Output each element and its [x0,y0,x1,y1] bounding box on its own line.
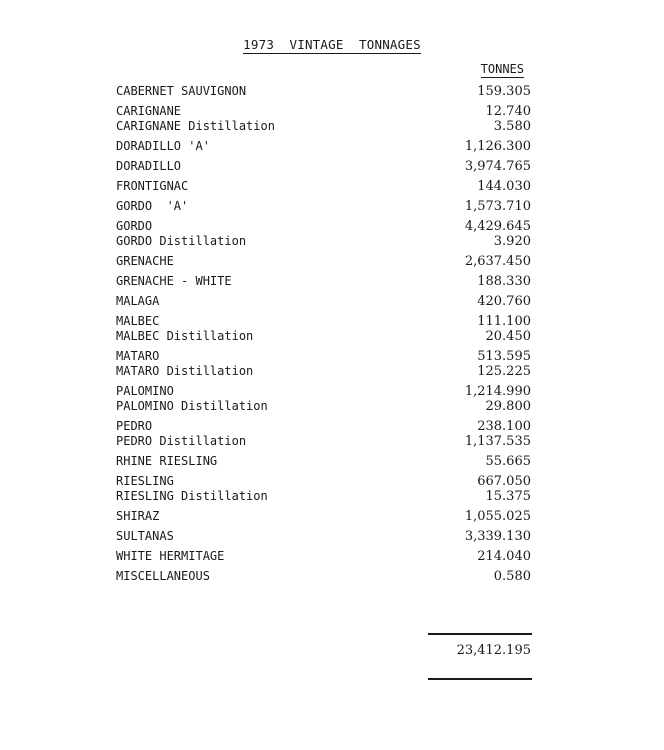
tonnes-value: 0.580 [493,569,531,584]
variety-line [0,419,664,434]
variety-label: PALOMINO Distillation [116,399,268,413]
variety-line [0,199,664,214]
variety-row [0,274,664,289]
tonnes-value: 55.665 [485,454,531,469]
variety-label: RIESLING [116,474,174,488]
variety-line [0,254,664,269]
tonnes-value: 667.050 [477,474,531,489]
variety-line [0,454,664,469]
variety-label: RIESLING Distillation [116,489,268,503]
variety-row [0,314,664,344]
tonnes-value: 3.580 [493,119,531,134]
variety-label: DORADILLO [116,159,182,173]
variety-row [0,474,664,504]
tonnes-column-header: TONNES [480,62,524,76]
document-title-wrap [0,37,664,52]
variety-label: MISCELLANEOUS [116,569,210,583]
variety-label: RHINE RIESLING [116,454,218,468]
tonnes-value: 3.920 [493,234,531,249]
tonnes-value: 159.305 [477,84,531,99]
variety-row [0,84,664,99]
variety-label: WHITE HERMITAGE [116,549,225,563]
variety-label: FRONTIGNAC [116,179,189,193]
tonnes-value: 2,637.450 [464,254,531,269]
variety-line [0,509,664,524]
variety-row [0,454,664,469]
variety-line [0,104,664,119]
variety-line [0,349,664,364]
variety-row [0,384,664,414]
variety-line [0,219,664,234]
total-rule-bottom [428,678,532,680]
tonnes-value: 29.800 [485,399,531,414]
variety-label: GRENACHE - WHITE [116,274,232,288]
variety-line [0,474,664,489]
variety-label: SHIRAZ [116,509,160,523]
tonnes-value: 1,055.025 [464,509,531,524]
variety-line [0,489,664,504]
tonnes-value: 3,974.765 [464,159,531,174]
tonnes-value: 1,214.990 [464,384,531,399]
variety-line [0,434,664,449]
tonnage-list [0,84,664,589]
variety-row [0,139,664,154]
tonnes-value: 3,339.130 [464,529,531,544]
variety-line [0,159,664,174]
variety-line [0,399,664,414]
variety-line [0,529,664,544]
variety-label: PEDRO [116,419,153,433]
variety-row [0,549,664,564]
variety-line [0,384,664,399]
variety-label: MATARO [116,349,160,363]
variety-line [0,179,664,194]
variety-label: MALAGA [116,294,160,308]
variety-row [0,104,664,134]
variety-label: MALBEC Distillation [116,329,254,343]
tonnes-value: 4,429.645 [464,219,531,234]
variety-row [0,569,664,584]
tonnes-value: 420.760 [477,294,531,309]
variety-label: DORADILLO 'A' [116,139,210,153]
variety-line [0,314,664,329]
variety-row [0,349,664,379]
total-value: 23,412.195 [456,643,531,658]
variety-label: MALBEC [116,314,160,328]
variety-label: GRENACHE [116,254,174,268]
variety-row [0,254,664,269]
variety-row [0,199,664,214]
document-title: 1973 VINTAGE TONNAGES [243,37,421,52]
variety-line [0,549,664,564]
tonnes-value: 144.030 [477,179,531,194]
variety-label: MATARO Distillation [116,364,254,378]
tonnes-value: 20.450 [485,329,531,344]
tonnes-value: 238.100 [477,419,531,434]
variety-label: GORDO 'A' [116,199,189,213]
variety-line [0,329,664,344]
tonnes-value: 188.330 [477,274,531,289]
variety-row [0,294,664,309]
tonnes-value: 12.740 [485,104,531,119]
variety-row [0,419,664,449]
variety-label: GORDO [116,219,153,233]
variety-label: SULTANAS [116,529,174,543]
variety-label: PALOMINO [116,384,174,398]
variety-line [0,84,664,99]
variety-row [0,159,664,174]
variety-label: CARIGNANE [116,104,182,118]
tonnes-value: 111.100 [477,314,531,329]
tonnes-value: 1,137.535 [464,434,531,449]
variety-label: CARIGNANE Distillation [116,119,275,133]
variety-line [0,364,664,379]
tonnes-value: 125.225 [477,364,531,379]
variety-line [0,569,664,584]
variety-line [0,294,664,309]
variety-row [0,179,664,194]
variety-label: GORDO Distillation [116,234,247,248]
variety-row [0,219,664,249]
variety-line [0,234,664,249]
tonnes-value: 1,573.710 [464,199,531,214]
variety-row [0,529,664,544]
tonnes-value: 214.040 [477,549,531,564]
variety-label: PEDRO Distillation [116,434,247,448]
variety-line [0,274,664,289]
variety-row [0,509,664,524]
tonnes-value: 15.375 [485,489,531,504]
variety-label: CABERNET SAUVIGNON [116,84,247,98]
variety-line [0,119,664,134]
tonnes-value: 513.595 [477,349,531,364]
total-rule-top [428,633,532,635]
variety-line [0,139,664,154]
tonnes-value: 1,126.300 [464,139,531,154]
